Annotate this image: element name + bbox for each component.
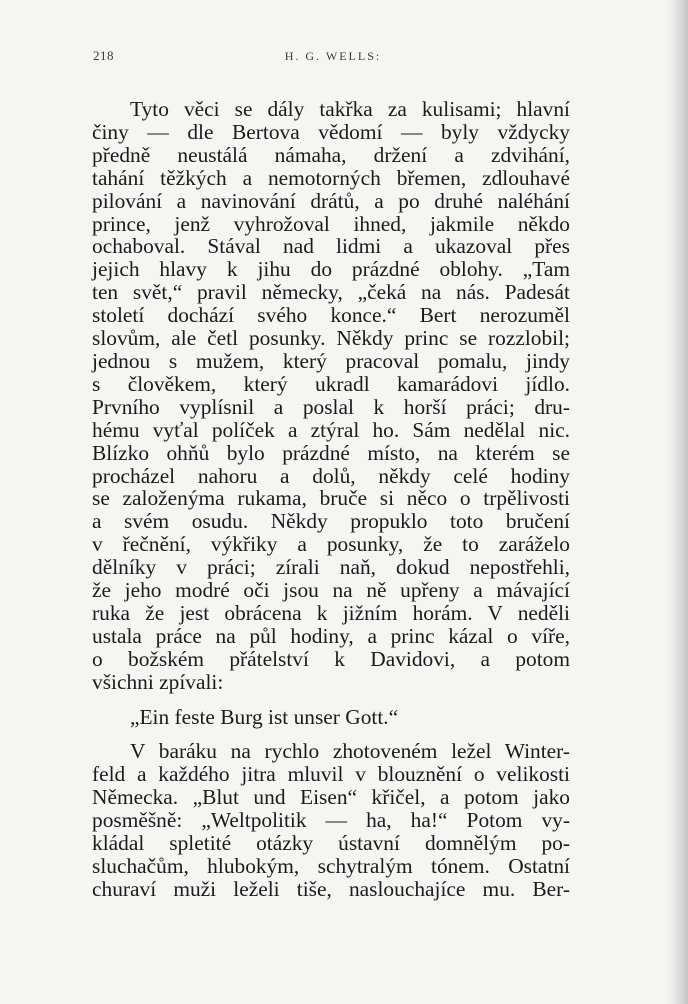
- text-line: tahání těžkých a nemotorných břemen, zdlouhavé: [92, 165, 570, 190]
- body-text: [92, 98, 570, 901]
- text-line: procházel nahoru a dolů, někdy celé hodiny: [92, 463, 570, 488]
- text-line: všichni zpívali:: [92, 669, 224, 694]
- text-line: ochaboval. Stával nad lidmi a ukazoval přes: [92, 234, 570, 259]
- page-number: 218: [93, 48, 114, 63]
- text-line: posměšně: „Weltpolitik — ha, ha!“ Potom vy-: [92, 808, 570, 833]
- text-line: se založenýma rukama, bruče si něco o trpělivosti: [92, 486, 570, 511]
- text-line: století dochází svého konce.“ Bert nerozuměl: [92, 303, 570, 328]
- text-line: pilování a navinování drátů, a po druhé naléhání: [92, 188, 570, 213]
- text-line: kládal spletité otázky ústavní domnělým po-: [92, 831, 570, 856]
- text-line: ten svět,“ pravil německy, „čeká na nás. Padesát: [92, 280, 570, 305]
- text-line: s člověkem, který ukradl kamarádovi jídlo.: [92, 371, 570, 396]
- text-line: ruka že jest obrácena k jižním horám. V neděli: [92, 600, 570, 625]
- paragraph-1: [92, 98, 570, 694]
- page-edge-shadow: [666, 0, 688, 1004]
- text-line: ustala práce na půl hodiny, a princ kázal o víře,: [92, 623, 570, 648]
- text-line: o božském přátelství k Davidovi, a potom: [92, 646, 570, 671]
- text-line: Tyto věci se dály takřka za kulisami; hlavní: [130, 97, 570, 121]
- text-line: sluchačům, hlubokým, schytralým tónem. Ostatní: [92, 854, 570, 878]
- text-line: prince, jenž vyhrožoval ihned, jakmile někdo: [92, 211, 570, 236]
- page-header: [93, 48, 573, 68]
- text-line: že jeho modré oči jsou na ně upřeny a mávající: [92, 578, 570, 603]
- text-line: činy — dle Bertova vědomí — byly vždycky: [92, 119, 570, 144]
- text-line: předně neustálá námaha, držení a zdvihání,: [92, 142, 570, 167]
- text-line: dělníky v práci; zírali naň, dokud nepostřehli,: [92, 555, 570, 580]
- text-line: jednou s mužem, který pracoval pomalu, jindy: [92, 348, 570, 373]
- text-line: Blízko ohňů bylo prázdné místo, na kterém se: [92, 440, 570, 465]
- paragraph-2: [92, 740, 570, 900]
- text-line: a svém osudu. Někdy propuklo toto bručení: [92, 509, 570, 534]
- text-line: jejich hlavy k jihu do prázdné oblohy. „Tam: [92, 257, 570, 282]
- text-line: churaví muži leželi tiše, naslouchajíce mu. Ber-: [92, 876, 570, 901]
- text-line: v řečnění, výkřiky a posunky, že to zaráželo: [92, 532, 570, 557]
- running-head: H. G. WELLS:: [284, 49, 382, 63]
- text-line: feld a každého jitra mluvil v blouznění o velikosti: [92, 762, 570, 787]
- text-line: slovům, ale četl posunky. Někdy princ se rozzlobil;: [92, 326, 570, 351]
- text-line: hému vyťal políček a ztýral ho. Sám nedělal nic.: [92, 417, 570, 442]
- text-line: V baráku na rychlo zhotoveném ležel Winter-: [130, 739, 570, 764]
- text-line: Prvního vyplísnil a poslal k horší práci; dru-: [92, 394, 570, 419]
- quote-line: „Ein feste Burg ist unser Gott.“: [130, 704, 399, 729]
- text-line: Německa. „Blut und Eisen“ křičel, a potom jako: [92, 785, 570, 810]
